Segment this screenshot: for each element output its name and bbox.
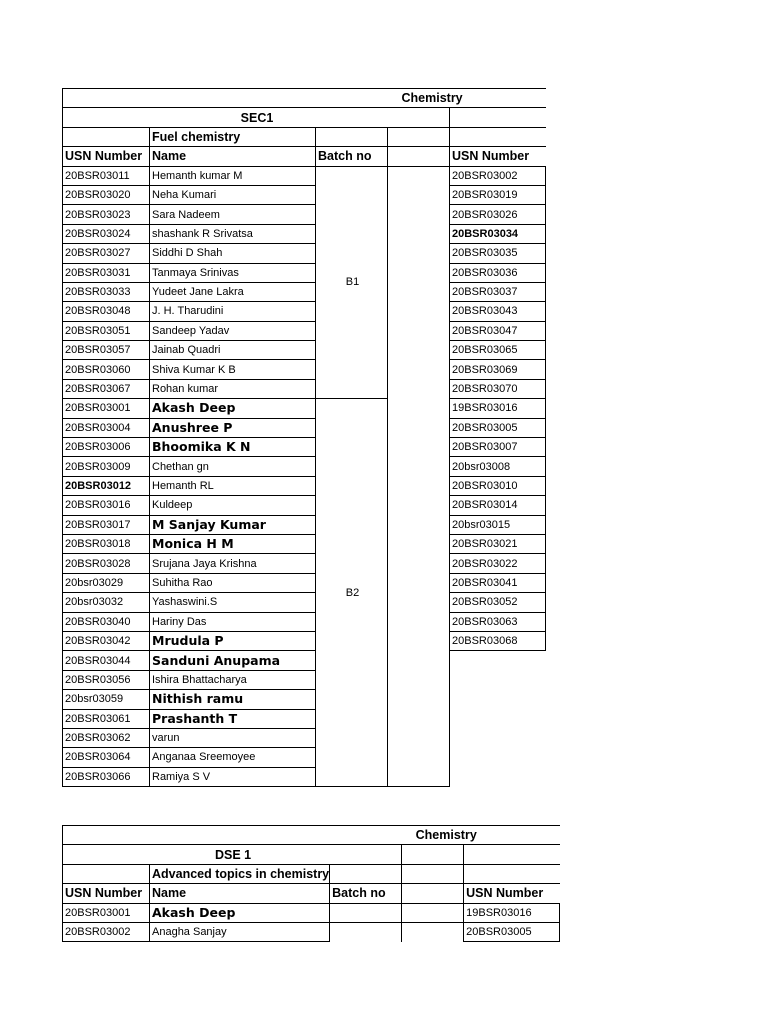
usn-cell: 20BSR03031 — [63, 263, 150, 282]
table-row — [63, 321, 546, 340]
usn2-cell: 19BSR03016 — [450, 399, 546, 418]
usn-cell: 20BSR03001 — [63, 903, 150, 922]
usn2-cell: 20BSR03043 — [450, 302, 546, 321]
course-title: Advanced topics in chemistry — [150, 864, 330, 883]
name-header: Name — [150, 884, 330, 903]
usn2-header: USN Number — [464, 884, 560, 903]
usn-header: USN Number — [63, 884, 150, 903]
table-row — [63, 205, 546, 224]
subject-title: Chemistry — [402, 826, 560, 845]
usn2-cell: 20BSR03041 — [450, 573, 546, 592]
table-row — [63, 360, 546, 379]
usn-cell: 20BSR03066 — [63, 767, 150, 786]
usn-cell: 20BSR03067 — [63, 379, 150, 398]
empty-cell — [450, 651, 546, 670]
section-row — [63, 108, 546, 127]
batch-b2-cell: B2 — [316, 399, 388, 787]
batch-header: Batch no — [330, 884, 402, 903]
dse1-roster-table — [62, 825, 560, 942]
name-cell: varun — [150, 728, 316, 747]
name-cell: M Sanjay Kumar — [150, 515, 316, 534]
subject-title: Chemistry — [388, 89, 546, 108]
usn2-cell: 20BSR03069 — [450, 360, 546, 379]
name-cell: Hariny Das — [150, 612, 316, 631]
subject-row — [63, 826, 560, 845]
usn2-cell: 20BSR03047 — [450, 321, 546, 340]
name-cell: Prashanth T — [150, 709, 316, 728]
course-title: Fuel chemistry — [150, 127, 316, 146]
usn-cell: 20BSR03028 — [63, 554, 150, 573]
usn-header: USN Number — [63, 147, 150, 166]
section-row — [63, 845, 560, 864]
table-row — [63, 554, 546, 573]
usn-cell: 20bsr03059 — [63, 690, 150, 709]
name-cell: Akash Deep — [150, 399, 316, 418]
name-cell: Mrudula P — [150, 631, 316, 650]
table-row — [63, 651, 546, 670]
usn2-cell: 20BSR03014 — [450, 496, 546, 515]
usn2-cell: 20BSR03022 — [450, 554, 546, 573]
usn2-cell: 20BSR03034 — [450, 224, 546, 243]
usn2-cell: 20BSR03005 — [450, 418, 546, 437]
usn-cell: 20BSR03006 — [63, 438, 150, 457]
table-row — [63, 399, 546, 418]
usn2-cell: 20BSR03021 — [450, 534, 546, 553]
name-cell: Monica H M — [150, 534, 316, 553]
usn-cell: 20BSR03040 — [63, 612, 150, 631]
usn2-cell: 20bsr03008 — [450, 457, 546, 476]
table-row — [63, 224, 546, 243]
usn-cell: 20BSR03057 — [63, 341, 150, 360]
table-row — [63, 593, 546, 612]
header-row — [63, 147, 546, 166]
table-row — [63, 631, 546, 650]
name-header: Name — [150, 147, 316, 166]
name-cell: Srujana Jaya Krishna — [150, 554, 316, 573]
table-row — [63, 690, 546, 709]
usn2-cell: 20BSR03037 — [450, 282, 546, 301]
usn-cell: 20BSR03051 — [63, 321, 150, 340]
course-row — [63, 127, 546, 146]
usn2-cell: 20BSR03010 — [450, 476, 546, 495]
usn-cell: 20BSR03018 — [63, 534, 150, 553]
table-row — [63, 728, 546, 747]
usn-cell: 20BSR03009 — [63, 457, 150, 476]
name-cell: Kuldeep — [150, 496, 316, 515]
name-cell: Ishira Bhattacharya — [150, 670, 316, 689]
empty-cell — [450, 690, 546, 709]
table-row — [63, 341, 546, 360]
empty-cell — [450, 670, 546, 689]
empty-cell — [450, 767, 546, 786]
usn2-cell: 20BSR03052 — [450, 593, 546, 612]
table-row — [63, 709, 546, 728]
usn-cell: 20BSR03062 — [63, 728, 150, 747]
section-label: SEC1 — [240, 110, 274, 125]
usn-cell: 20BSR03020 — [63, 185, 150, 204]
table-row — [63, 379, 546, 398]
name-cell: Suhitha Rao — [150, 573, 316, 592]
table-row — [63, 573, 546, 592]
usn2-cell: 20BSR03070 — [450, 379, 546, 398]
usn-cell: 20BSR03033 — [63, 282, 150, 301]
spacer-cell — [402, 903, 464, 922]
usn2-cell: 20BSR03019 — [450, 185, 546, 204]
table-row — [63, 670, 546, 689]
usn2-cell: 20bsr03015 — [450, 515, 546, 534]
usn2-cell: 20BSR03026 — [450, 205, 546, 224]
name-cell: Bhoomika K N — [150, 438, 316, 457]
usn-cell: 20BSR03027 — [63, 244, 150, 263]
usn-cell: 20BSR03061 — [63, 709, 150, 728]
table-row — [63, 767, 546, 786]
usn-cell: 20bsr03032 — [63, 593, 150, 612]
name-cell: Yudeet Jane Lakra — [150, 282, 316, 301]
table-row — [63, 244, 546, 263]
table-row — [63, 612, 546, 631]
usn-cell: 20BSR03023 — [63, 205, 150, 224]
table-row — [63, 748, 546, 767]
table-row — [63, 166, 546, 185]
name-cell: Sara Nadeem — [150, 205, 316, 224]
usn2-cell: 20BSR03068 — [450, 631, 546, 650]
table-row — [63, 438, 546, 457]
name-cell: Rohan kumar — [150, 379, 316, 398]
table-row — [63, 302, 546, 321]
name-cell: Tanmaya Srinivas — [150, 263, 316, 282]
name-cell: Yashaswini.S — [150, 593, 316, 612]
usn-cell: 20BSR03048 — [63, 302, 150, 321]
section-title: DSE 1 — [63, 845, 402, 864]
table-row — [63, 515, 546, 534]
table-row — [63, 476, 546, 495]
usn2-cell: 20BSR03002 — [450, 166, 546, 185]
usn-cell: 20BSR03001 — [63, 399, 150, 418]
usn2-cell: 20BSR03065 — [450, 341, 546, 360]
empty-cell — [450, 709, 546, 728]
name-cell: Anganaa Sreemoyee — [150, 748, 316, 767]
batch-header: Batch no — [316, 147, 388, 166]
usn-cell: 20BSR03004 — [63, 418, 150, 437]
usn2-cell: 20BSR03005 — [464, 922, 560, 941]
name-cell: Jainab Quadri — [150, 341, 316, 360]
usn2-cell: 19BSR03016 — [464, 903, 560, 922]
name-cell: Sanduni Anupama — [150, 651, 316, 670]
sec1-roster-table — [62, 88, 546, 787]
table-row — [63, 457, 546, 476]
name-cell: Hemanth kumar M — [150, 166, 316, 185]
name-cell: Anagha Sanjay — [150, 922, 330, 941]
usn-cell: 20BSR03016 — [63, 496, 150, 515]
usn-cell: 20BSR03044 — [63, 651, 150, 670]
name-cell: Shiva Kumar K B — [150, 360, 316, 379]
table-row — [63, 185, 546, 204]
name-cell: Ramiya S V — [150, 767, 316, 786]
name-cell: Akash Deep — [150, 903, 330, 922]
usn2-header: USN Number — [450, 147, 546, 166]
table-row — [63, 534, 546, 553]
name-cell: Nithish ramu — [150, 690, 316, 709]
name-cell: Anushree P — [150, 418, 316, 437]
table-row — [63, 903, 560, 922]
name-cell: Chethan gn — [150, 457, 316, 476]
usn-cell: 20bsr03029 — [63, 573, 150, 592]
batch-b1-cell: B1 — [316, 166, 388, 399]
usn2-cell: 20BSR03063 — [450, 612, 546, 631]
name-cell: Sandeep Yadav — [150, 321, 316, 340]
section-title — [63, 108, 450, 127]
usn-cell: 20BSR03042 — [63, 631, 150, 650]
spacer-cell — [402, 922, 464, 941]
usn-cell: 20BSR03011 — [63, 166, 150, 185]
usn-cell: 20BSR03060 — [63, 360, 150, 379]
subject-row — [63, 89, 546, 108]
table-row — [63, 922, 560, 941]
usn-cell: 20BSR03017 — [63, 515, 150, 534]
course-row — [63, 864, 560, 883]
empty-cell — [450, 728, 546, 747]
table-row — [63, 282, 546, 301]
usn-cell: 20BSR03012 — [63, 476, 150, 495]
usn-cell: 20BSR03056 — [63, 670, 150, 689]
usn2-cell: 20BSR03007 — [450, 438, 546, 457]
usn2-cell: 20BSR03036 — [450, 263, 546, 282]
name-cell: Hemanth RL — [150, 476, 316, 495]
usn-cell: 20BSR03002 — [63, 922, 150, 941]
header-row — [63, 884, 560, 903]
name-cell: Siddhi D Shah — [150, 244, 316, 263]
batch-cell — [330, 903, 402, 922]
name-cell: Neha Kumari — [150, 185, 316, 204]
usn2-cell: 20BSR03035 — [450, 244, 546, 263]
table-row — [63, 496, 546, 515]
name-cell: shashank R Srivatsa — [150, 224, 316, 243]
usn-cell: 20BSR03024 — [63, 224, 150, 243]
name-cell: J. H. Tharudini — [150, 302, 316, 321]
table-row — [63, 418, 546, 437]
usn-cell: 20BSR03064 — [63, 748, 150, 767]
batch-cell — [330, 922, 402, 941]
table-row — [63, 263, 546, 282]
empty-cell — [450, 748, 546, 767]
